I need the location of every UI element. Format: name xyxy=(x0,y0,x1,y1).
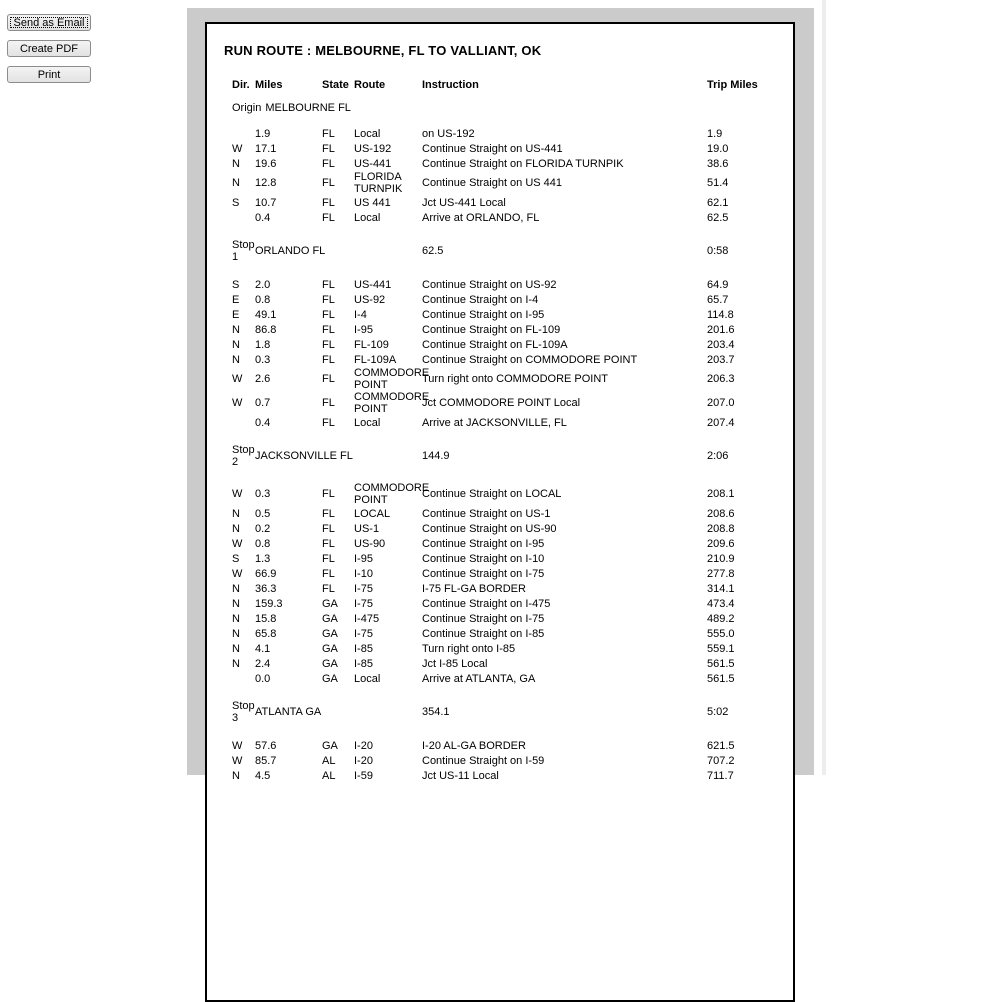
cell-route: US 441 xyxy=(354,196,391,209)
cell-miles: 1.8 xyxy=(255,338,271,351)
cell-instruction: Arrive at JACKSONVILLE, FL xyxy=(422,416,567,429)
table-row xyxy=(232,566,792,581)
cell-state: FL xyxy=(322,211,335,224)
cell-dir: W xyxy=(232,567,243,580)
table-row xyxy=(232,611,792,626)
cell-state: GA xyxy=(322,627,338,640)
cell-trip-miles: 473.4 xyxy=(707,597,735,610)
cell-trip-miles: 201.6 xyxy=(707,323,735,336)
cell-trip-miles: 561.5 xyxy=(707,672,735,685)
stop-city: ORLANDO FL xyxy=(255,245,326,257)
route-sections xyxy=(232,126,792,783)
cell-state: GA xyxy=(322,597,338,610)
stop-label: Stop 3 xyxy=(232,700,255,724)
page-title: RUN ROUTE : MELBOURNE, FL TO VALLIANT, OK xyxy=(224,43,542,58)
cell-state: AL xyxy=(322,754,336,767)
cell-route: FL-109A xyxy=(354,353,397,366)
cell-state: FL xyxy=(322,567,335,580)
cell-trip-miles: 209.6 xyxy=(707,537,735,550)
cell-route: LOCAL xyxy=(354,507,391,520)
cell-instruction: Continue Straight on LOCAL xyxy=(422,488,562,500)
cell-trip-miles: 114.8 xyxy=(707,308,734,321)
cell-route: I-85 xyxy=(354,642,373,655)
cell-miles: 86.8 xyxy=(255,323,277,336)
stop-label: Stop 1 xyxy=(232,239,255,263)
stop-miles: 354.1 xyxy=(422,706,450,718)
cell-state: FL xyxy=(322,127,335,140)
cell-route: I-59 xyxy=(354,769,373,782)
cell-dir: N xyxy=(232,657,240,670)
cell-trip-miles: 707.2 xyxy=(707,754,735,767)
cell-dir: S xyxy=(232,278,240,291)
cell-route: I-4 xyxy=(354,308,367,321)
cell-dir: N xyxy=(232,157,240,170)
cell-route: I-475 xyxy=(354,612,380,625)
stop-miles: 62.5 xyxy=(422,245,444,257)
col-header-state: State xyxy=(322,78,349,91)
table-row xyxy=(232,292,792,307)
stop-city: ATLANTA GA xyxy=(255,706,322,718)
cell-miles: 12.8 xyxy=(255,177,277,189)
cell-route: COMMODORE POINT xyxy=(354,482,430,506)
cell-trip-miles: 314.1 xyxy=(707,582,735,595)
table-row xyxy=(232,195,792,210)
cell-state: FL xyxy=(322,537,335,550)
report-page xyxy=(205,22,795,1002)
cell-state: FL xyxy=(322,177,335,189)
cell-route: Local xyxy=(354,211,381,224)
table-row xyxy=(232,626,792,641)
table-row xyxy=(232,141,792,156)
cell-route: I-10 xyxy=(354,567,373,580)
cell-miles: 0.3 xyxy=(255,488,271,500)
cell-state: FL xyxy=(322,373,335,385)
cell-dir: E xyxy=(232,293,240,306)
create-pdf-button[interactable]: Create PDF xyxy=(7,40,91,57)
table-row xyxy=(232,656,792,671)
cell-instruction: on US-192 xyxy=(422,127,475,140)
print-button[interactable]: Print xyxy=(7,66,91,83)
cell-miles: 85.7 xyxy=(255,754,277,767)
cell-trip-miles: 711.7 xyxy=(707,769,734,782)
cell-miles: 49.1 xyxy=(255,308,277,321)
table-row xyxy=(232,521,792,536)
cell-route: I-75 xyxy=(354,582,373,595)
cell-instruction: Jct I-85 Local xyxy=(422,657,488,670)
cell-instruction: Continue Straight on I-85 xyxy=(422,627,545,640)
cell-instruction: Continue Straight on I-95 xyxy=(422,537,545,550)
cell-instruction: Jct US-441 Local xyxy=(422,196,506,209)
cell-route: Local xyxy=(354,127,381,140)
cell-miles: 2.4 xyxy=(255,657,271,670)
table-row xyxy=(232,126,792,141)
cell-miles: 36.3 xyxy=(255,582,277,595)
cell-state: FL xyxy=(322,278,335,291)
cell-trip-miles: 64.9 xyxy=(707,278,729,291)
cell-route: US-441 xyxy=(354,157,392,170)
cell-dir: N xyxy=(232,612,240,625)
print-preview-panel xyxy=(187,8,814,782)
cell-dir: E xyxy=(232,308,240,321)
table-row xyxy=(232,156,792,171)
cell-instruction: Continue Straight on US-1 xyxy=(422,507,551,520)
table-row xyxy=(232,641,792,656)
col-header-dir: Dir. xyxy=(232,78,250,91)
cell-instruction: Continue Straight on I-59 xyxy=(422,754,545,767)
cell-route: I-75 xyxy=(354,627,373,640)
table-row xyxy=(232,210,792,225)
cell-dir: W xyxy=(232,754,243,767)
cell-miles: 0.8 xyxy=(255,537,271,550)
cell-dir: N xyxy=(232,177,240,189)
cell-trip-miles: 621.5 xyxy=(707,739,735,752)
cell-miles: 159.3 xyxy=(255,597,283,610)
cell-miles: 4.5 xyxy=(255,769,271,782)
cell-route: COMMODORE POINT xyxy=(354,391,430,415)
cell-route: I-20 xyxy=(354,754,373,767)
cell-miles: 4.1 xyxy=(255,642,271,655)
cell-miles: 2.0 xyxy=(255,278,271,291)
cell-route: US-192 xyxy=(354,142,392,155)
cell-miles: 1.9 xyxy=(255,127,271,140)
table-row xyxy=(232,415,792,430)
cell-miles: 57.6 xyxy=(255,739,277,752)
cell-miles: 1.3 xyxy=(255,552,271,565)
cell-trip-miles: 65.7 xyxy=(707,293,729,306)
cell-dir: N xyxy=(232,522,240,535)
cell-trip-miles: 277.8 xyxy=(707,567,735,580)
cell-state: GA xyxy=(322,657,338,670)
cell-miles: 0.3 xyxy=(255,353,271,366)
col-header-route: Route xyxy=(354,78,386,91)
cell-instruction: Continue Straight on I-75 xyxy=(422,612,545,625)
divider-line xyxy=(822,0,826,775)
cell-state: FL xyxy=(322,522,335,535)
cell-trip-miles: 207.4 xyxy=(707,416,735,429)
cell-state: AL xyxy=(322,769,336,782)
table-row xyxy=(232,596,792,611)
cell-route: FLORIDA TURNPIK xyxy=(354,171,403,195)
cell-state: FL xyxy=(322,323,335,336)
cell-instruction: Continue Straight on US-441 xyxy=(422,142,563,155)
cell-dir: N xyxy=(232,323,240,336)
cell-trip-miles: 207.0 xyxy=(707,397,735,409)
cell-state: GA xyxy=(322,642,338,655)
cell-instruction: Continue Straight on FL-109A xyxy=(422,338,568,351)
cell-trip-miles: 51.4 xyxy=(707,177,729,189)
cell-instruction: Continue Straight on COMMODORE POINT xyxy=(422,353,638,366)
table-row xyxy=(232,581,792,596)
cell-route: COMMODORE POINT xyxy=(354,367,430,391)
cell-dir: W xyxy=(232,373,243,385)
cell-state: FL xyxy=(322,142,335,155)
cell-dir: W xyxy=(232,488,243,500)
cell-trip-miles: 208.6 xyxy=(707,507,735,520)
cell-instruction: Continue Straight on US-90 xyxy=(422,522,557,535)
col-header-miles: Miles xyxy=(255,78,283,91)
cell-state: FL xyxy=(322,488,335,500)
cell-trip-miles: 1.9 xyxy=(707,127,723,140)
table-row xyxy=(232,307,792,322)
cell-instruction: Turn right onto COMMODORE POINT xyxy=(422,373,609,385)
table-row xyxy=(232,337,792,352)
cell-instruction: Arrive at ATLANTA, GA xyxy=(422,672,536,685)
cell-route: I-85 xyxy=(354,657,373,670)
cell-miles: 2.6 xyxy=(255,373,271,385)
cell-state: FL xyxy=(322,293,335,306)
table-row xyxy=(232,352,792,367)
cell-route: Local xyxy=(354,672,381,685)
cell-miles: 0.0 xyxy=(255,672,271,685)
table-row xyxy=(232,671,792,686)
cell-trip-miles: 555.0 xyxy=(707,627,735,640)
cell-trip-miles: 206.3 xyxy=(707,373,735,385)
cell-trip-miles: 489.2 xyxy=(707,612,735,625)
col-header-instruction: Instruction xyxy=(422,78,479,91)
cell-state: FL xyxy=(322,338,335,351)
cell-state: GA xyxy=(322,672,338,685)
table-row xyxy=(232,277,792,292)
cell-dir: N xyxy=(232,597,240,610)
cell-dir: N xyxy=(232,769,240,782)
table-row xyxy=(232,506,792,521)
cell-instruction: Continue Straight on I-95 xyxy=(422,308,545,321)
table-row xyxy=(232,482,792,506)
cell-miles: 15.8 xyxy=(255,612,277,625)
cell-dir: N xyxy=(232,582,240,595)
table-header-row xyxy=(232,77,792,92)
stop-time: 0:58 xyxy=(707,245,729,257)
stop-time: 2:06 xyxy=(707,450,729,462)
cell-dir: N xyxy=(232,353,240,366)
route-table xyxy=(232,77,792,783)
cell-instruction: Continue Straight on I-10 xyxy=(422,552,545,565)
cell-miles: 19.6 xyxy=(255,157,277,170)
cell-trip-miles: 203.4 xyxy=(707,338,735,351)
table-row xyxy=(232,738,792,753)
cell-instruction: Continue Straight on I-475 xyxy=(422,597,551,610)
cell-dir: N xyxy=(232,507,240,520)
table-row xyxy=(232,367,792,391)
cell-state: FL xyxy=(322,353,335,366)
cell-miles: 0.5 xyxy=(255,507,271,520)
cell-state: FL xyxy=(322,397,335,409)
toolbar xyxy=(7,14,93,92)
cell-trip-miles: 208.8 xyxy=(707,522,735,535)
send-as-email-button[interactable]: Send as Email xyxy=(7,14,91,31)
cell-trip-miles: 561.5 xyxy=(707,657,735,670)
cell-state: FL xyxy=(322,196,335,209)
cell-instruction: Jct US-11 Local xyxy=(422,769,499,782)
cell-route: FL-109 xyxy=(354,338,389,351)
cell-miles: 17.1 xyxy=(255,142,277,155)
cell-route: I-75 xyxy=(354,597,373,610)
cell-trip-miles: 203.7 xyxy=(707,353,735,366)
table-row xyxy=(232,391,792,415)
cell-trip-miles: 208.1 xyxy=(707,488,735,500)
origin-row xyxy=(232,100,792,115)
cell-route: US-90 xyxy=(354,537,386,550)
cell-miles: 0.2 xyxy=(255,522,271,535)
cell-dir: W xyxy=(232,537,243,550)
cell-instruction: I-75 FL-GA BORDER xyxy=(422,582,526,595)
stop-row xyxy=(232,699,792,725)
cell-dir: N xyxy=(232,338,240,351)
cell-state: FL xyxy=(322,582,335,595)
cell-miles: 10.7 xyxy=(255,196,277,209)
cell-instruction: I-20 AL-GA BORDER xyxy=(422,739,526,752)
cell-dir: S xyxy=(232,552,240,565)
table-row xyxy=(232,753,792,768)
table-row xyxy=(232,322,792,337)
cell-instruction: Continue Straight on FLORIDA TURNPIK xyxy=(422,157,624,170)
cell-trip-miles: 62.5 xyxy=(707,211,729,224)
cell-state: FL xyxy=(322,416,335,429)
cell-state: GA xyxy=(322,739,338,752)
cell-state: GA xyxy=(322,612,338,625)
col-header-trip-miles: Trip Miles xyxy=(707,78,758,91)
cell-state: FL xyxy=(322,308,335,321)
cell-state: FL xyxy=(322,552,335,565)
cell-dir: W xyxy=(232,397,243,409)
cell-dir: S xyxy=(232,196,240,209)
cell-miles: 66.9 xyxy=(255,567,277,580)
origin-city: MELBOURNE FL xyxy=(265,101,351,114)
cell-instruction: Continue Straight on I-75 xyxy=(422,567,545,580)
cell-instruction: Continue Straight on FL-109 xyxy=(422,323,561,336)
cell-state: FL xyxy=(322,157,335,170)
cell-miles: 0.8 xyxy=(255,293,271,306)
cell-instruction: Continue Straight on I-4 xyxy=(422,293,539,306)
cell-route: Local xyxy=(354,416,381,429)
cell-trip-miles: 559.1 xyxy=(707,642,735,655)
cell-instruction: Turn right onto I-85 xyxy=(422,642,516,655)
cell-miles: 0.7 xyxy=(255,397,271,409)
table-row xyxy=(232,171,792,195)
cell-dir: N xyxy=(232,642,240,655)
cell-state: FL xyxy=(322,507,335,520)
stop-miles: 144.9 xyxy=(422,450,450,462)
cell-instruction: Continue Straight on US 441 xyxy=(422,177,563,189)
cell-instruction: Arrive at ORLANDO, FL xyxy=(422,211,540,224)
cell-trip-miles: 19.0 xyxy=(707,142,729,155)
cell-instruction: Jct COMMODORE POINT Local xyxy=(422,397,581,409)
table-row xyxy=(232,551,792,566)
stop-label: Stop 2 xyxy=(232,444,255,468)
cell-miles: 0.4 xyxy=(255,416,271,429)
cell-route: I-20 xyxy=(354,739,373,752)
cell-trip-miles: 210.9 xyxy=(707,552,735,565)
cell-instruction: Continue Straight on US-92 xyxy=(422,278,557,291)
cell-route: US-441 xyxy=(354,278,392,291)
cell-route: I-95 xyxy=(354,323,373,336)
cell-miles: 65.8 xyxy=(255,627,277,640)
cell-dir: W xyxy=(232,739,243,752)
cell-dir: N xyxy=(232,627,240,640)
cell-dir: W xyxy=(232,142,243,155)
stop-city: JACKSONVILLE FL xyxy=(255,450,353,462)
cell-route: I-95 xyxy=(354,552,373,565)
table-row xyxy=(232,768,792,783)
cell-route: US-92 xyxy=(354,293,386,306)
cell-trip-miles: 62.1 xyxy=(707,196,729,209)
stop-time: 5:02 xyxy=(707,706,729,718)
stop-row xyxy=(232,443,792,469)
cell-miles: 0.4 xyxy=(255,211,271,224)
stop-row xyxy=(232,238,792,264)
cell-route: US-1 xyxy=(354,522,380,535)
origin-label: Origin xyxy=(232,101,262,114)
table-row xyxy=(232,536,792,551)
cell-trip-miles: 38.6 xyxy=(707,157,729,170)
